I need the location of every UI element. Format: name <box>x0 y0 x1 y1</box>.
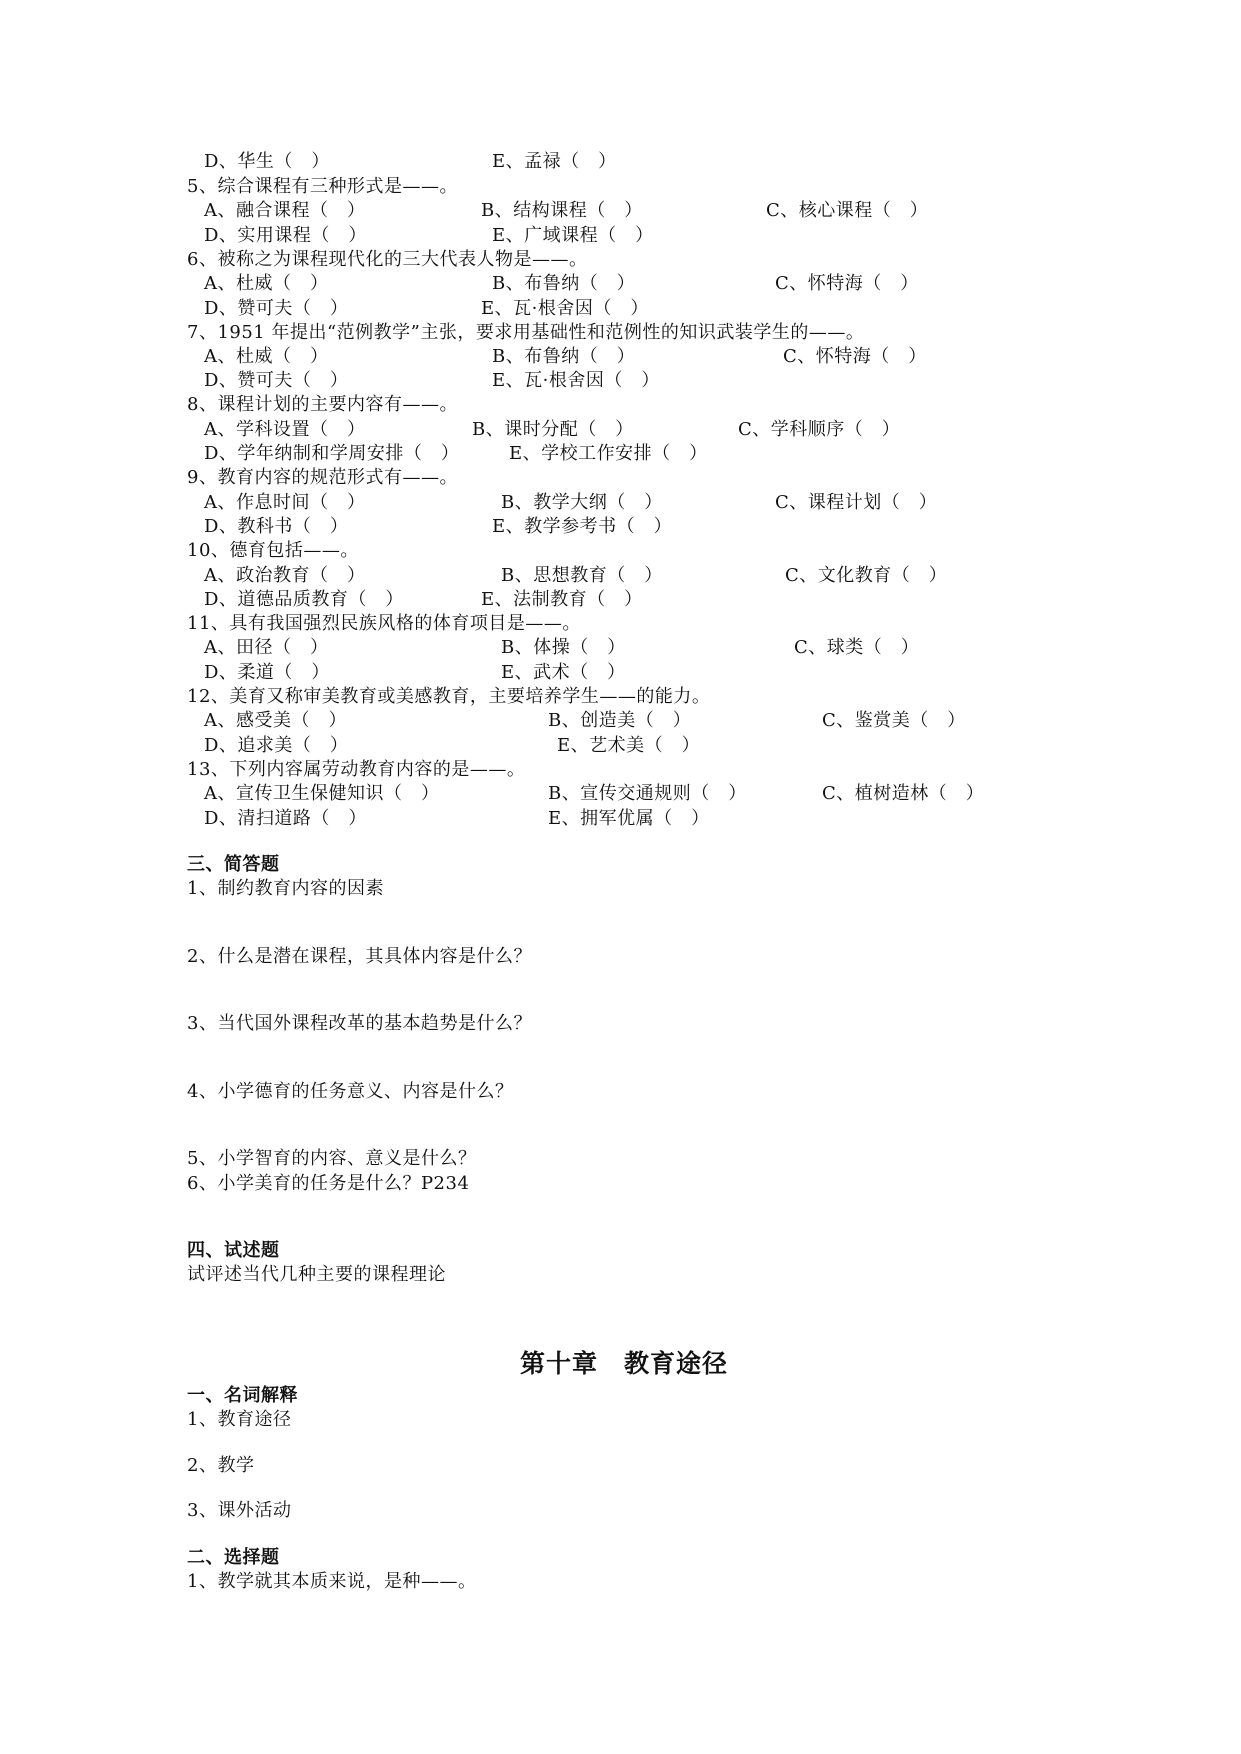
q8-option-a: A、学科设置（ ） <box>204 419 366 440</box>
q6-option-c: C、怀特海（ ） <box>775 273 919 294</box>
q11-option-a: A、田径（ ） <box>204 637 329 658</box>
q12-option-d: D、追求美（ ） <box>204 735 349 756</box>
q13-option-b: B、宣传交通规则（ ） <box>548 783 747 804</box>
q12-option-e: E、艺术美（ ） <box>557 735 701 756</box>
q10-option-c: C、文化教育（ ） <box>785 565 948 586</box>
q5-stem: 5、综合课程有三种形式是——。 <box>187 176 458 197</box>
q11-option-c: C、球类（ ） <box>794 637 920 658</box>
q10-stem: 10、德育包括——。 <box>187 540 359 561</box>
short-answer-item: 3、当代国外课程改革的基本趋势是什么？ <box>187 1013 532 1034</box>
q13-option-a: A、宣传卫生保健知识（ ） <box>204 783 440 804</box>
short-answer-item: 6、小学美育的任务是什么？P234 <box>187 1173 470 1194</box>
q8-stem: 8、课程计划的主要内容有——。 <box>187 394 458 415</box>
q6-option-b: B、布鲁纳（ ） <box>492 273 636 294</box>
q7-option-c: C、怀特海（ ） <box>783 346 927 367</box>
q5-option-d: D、实用课程（ ） <box>204 225 367 246</box>
essay-heading: 四、试述题 <box>187 1240 280 1261</box>
essay-item: 试评述当代几种主要的课程理论 <box>187 1264 446 1285</box>
q11-option-e: E、武术（ ） <box>501 662 626 683</box>
q10-option-a: A、政治教育（ ） <box>204 565 366 586</box>
q11-option-d: D、柔道（ ） <box>204 662 330 683</box>
q10-option-b: B、思想教育（ ） <box>501 565 663 586</box>
q13-option-c: C、植树造林（ ） <box>822 783 985 804</box>
q8-option-b: B、课时分配（ ） <box>472 419 634 440</box>
term-item: 2、教学 <box>187 1455 255 1476</box>
q7-stem: 7、1951 年提出“范例教学”主张，要求用基础性和范例性的知识武装学生的——。 <box>187 322 865 343</box>
q9-option-c: C、课程计划（ ） <box>775 492 938 513</box>
term-item: 3、课外活动 <box>187 1500 292 1521</box>
q9-option-e: E、教学参考书（ ） <box>492 516 673 537</box>
short-answer-item: 2、什么是潜在课程，其具体内容是什么？ <box>187 946 532 967</box>
q8-option-c: C、学科顺序（ ） <box>738 419 901 440</box>
q6-option-a: A、杜威（ ） <box>204 273 329 294</box>
q6-stem: 6、被称之为课程现代化的三大代表人物是——。 <box>187 249 588 270</box>
q7-option-b: B、布鲁纳（ ） <box>492 346 636 367</box>
q8-option-e: E、学校工作安排（ ） <box>509 443 708 464</box>
terms-heading: 一、名词解释 <box>187 1385 298 1406</box>
q12-option-b: B、创造美（ ） <box>548 710 692 731</box>
q7-option-e: E、瓦·根舍因（ ） <box>492 370 660 391</box>
q5-option-a: A、融合课程（ ） <box>204 200 366 221</box>
q5-option-c: C、核心课程（ ） <box>766 200 929 221</box>
q12-option-c: C、鉴赏美（ ） <box>822 710 966 731</box>
q4-option-e: E、孟禄（ ） <box>492 151 617 172</box>
q4-option-d: D、华生（ ） <box>204 151 330 172</box>
term-item: 1、教育途径 <box>187 1409 292 1430</box>
q10-option-e: E、法制教育（ ） <box>481 589 643 610</box>
choice-heading: 二、选择题 <box>187 1547 280 1568</box>
q9-option-d: D、教科书（ ） <box>204 516 349 537</box>
q6-option-e: E、瓦·根舍因（ ） <box>481 298 649 319</box>
q5-option-b: B、结构课程（ ） <box>481 200 643 221</box>
q8-option-d: D、学年纳制和学周安排（ ） <box>204 443 460 464</box>
q13-stem: 13、下列内容属劳动教育内容的是——。 <box>187 759 526 780</box>
short-answer-item: 4、小学德育的任务意义、内容是什么？ <box>187 1081 514 1102</box>
q6-option-d: D、赞可夫（ ） <box>204 298 349 319</box>
q7-option-d: D、赞可夫（ ） <box>204 370 349 391</box>
q11-option-b: B、体操（ ） <box>501 637 626 658</box>
q9-stem: 9、教育内容的规范形式有——。 <box>187 467 458 488</box>
short-answer-item: 5、小学智育的内容、意义是什么？ <box>187 1148 477 1169</box>
q13-option-d: D、清扫道路（ ） <box>204 808 367 829</box>
short-answer-item: 1、制约教育内容的因素 <box>187 878 384 899</box>
q13-option-e: E、拥军优属（ ） <box>548 808 710 829</box>
q10-option-d: D、道德品质教育（ ） <box>204 589 404 610</box>
q11-stem: 11、具有我国强烈民族风格的体育项目是——。 <box>187 613 581 634</box>
q9-option-a: A、作息时间（ ） <box>204 492 366 513</box>
q12-stem: 12、美育又称审美教育或美感教育，主要培养学生——的能力。 <box>187 686 711 707</box>
chapter-title: 第十章 教育途径 <box>520 1349 729 1378</box>
short-answer-heading: 三、简答题 <box>187 854 280 875</box>
q12-option-a: A、感受美（ ） <box>204 710 347 731</box>
q9-option-b: B、教学大纲（ ） <box>501 492 663 513</box>
q7-option-a: A、杜威（ ） <box>204 346 329 367</box>
choice-question-1: 1、教学就其本质来说，是种——。 <box>187 1571 477 1592</box>
q5-option-e: E、广域课程（ ） <box>492 225 654 246</box>
